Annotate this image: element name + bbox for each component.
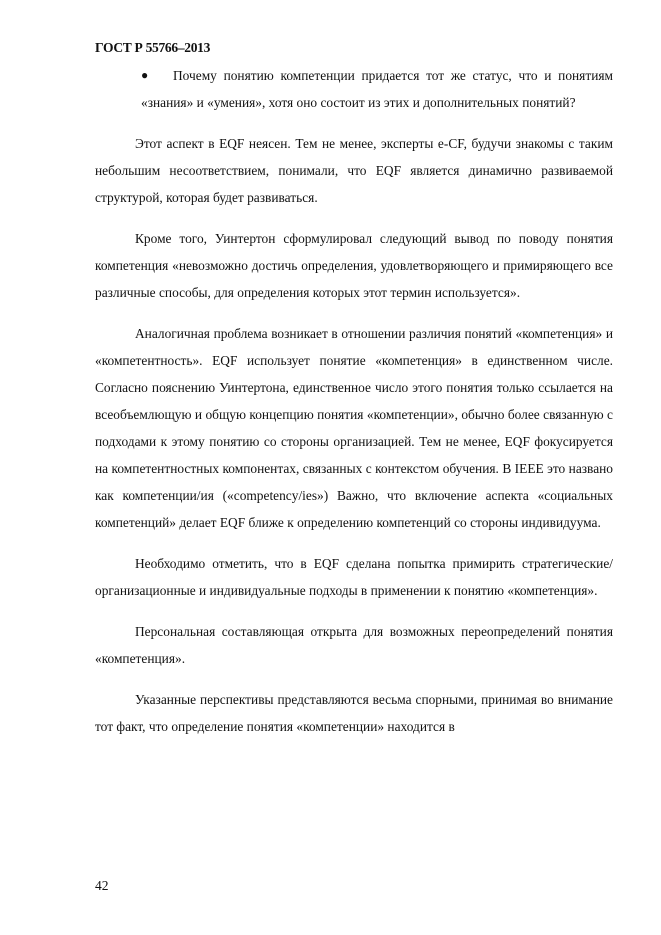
document-header: ГОСТ Р 55766–2013 <box>95 40 211 55</box>
document-body <box>95 62 613 740</box>
paragraph-2: Кроме того, Уинтертон сформулировал следующий вывод по поводу понятия компетенция «невозможно достичь определения, удовлетворяющего и примиряющего все различные способы, для определения которых этот термин используется». <box>95 231 613 300</box>
bullet-text: Почему понятию компетенции придается тот же статус, что и понятиям «знания» и «умения», хотя оно состоит из этих и дополнительных понятий? <box>141 68 613 110</box>
paragraph-3: Аналогичная проблема возникает в отношении различия понятий «компетенция» и «компетентность». EQF использует понятие «компетенция» в единственном числе. Согласно пояснению Уинтертона, единственное число этого понятия только ссылается на всеобъемлющую и общую концепцию понятия «компетенции», обычно более связанную с подходами к этому понятию со стороны организацией. Тем не менее, EQF фокусируется на компетентностных компонентах, связанных с контекстом обучения. В IEEE это названо как компетенции/ия («competency/ies») Важно, что включение аспекта «социальных компетенций» делает EQF ближе к определению компетенций со стороны индивидуума. <box>95 326 613 530</box>
bullet-icon: ● <box>141 68 149 82</box>
paragraph-4: Необходимо отметить, что в EQF сделана попытка примирить стратегические/организационные и индивидуальные подходы в применении к понятию «компетенция». <box>95 556 613 598</box>
paragraph-1: Этот аспект в EQF неясен. Тем не менее, эксперты e-CF, будучи знакомы с таким небольшим несоответствием, понимали, что EQF является динамично развиваемой структурой, которая будет развиваться. <box>95 136 613 205</box>
page-number: 42 <box>95 878 109 893</box>
paragraph-6: Указанные перспективы представляются весьма спорными, принимая во внимание тот факт, что определение понятия «компетенции» находится в <box>95 692 613 734</box>
bullet-item <box>95 62 613 116</box>
paragraph-5: Персональная составляющая открыта для возможных переопределений понятия «компетенция». <box>95 624 613 666</box>
